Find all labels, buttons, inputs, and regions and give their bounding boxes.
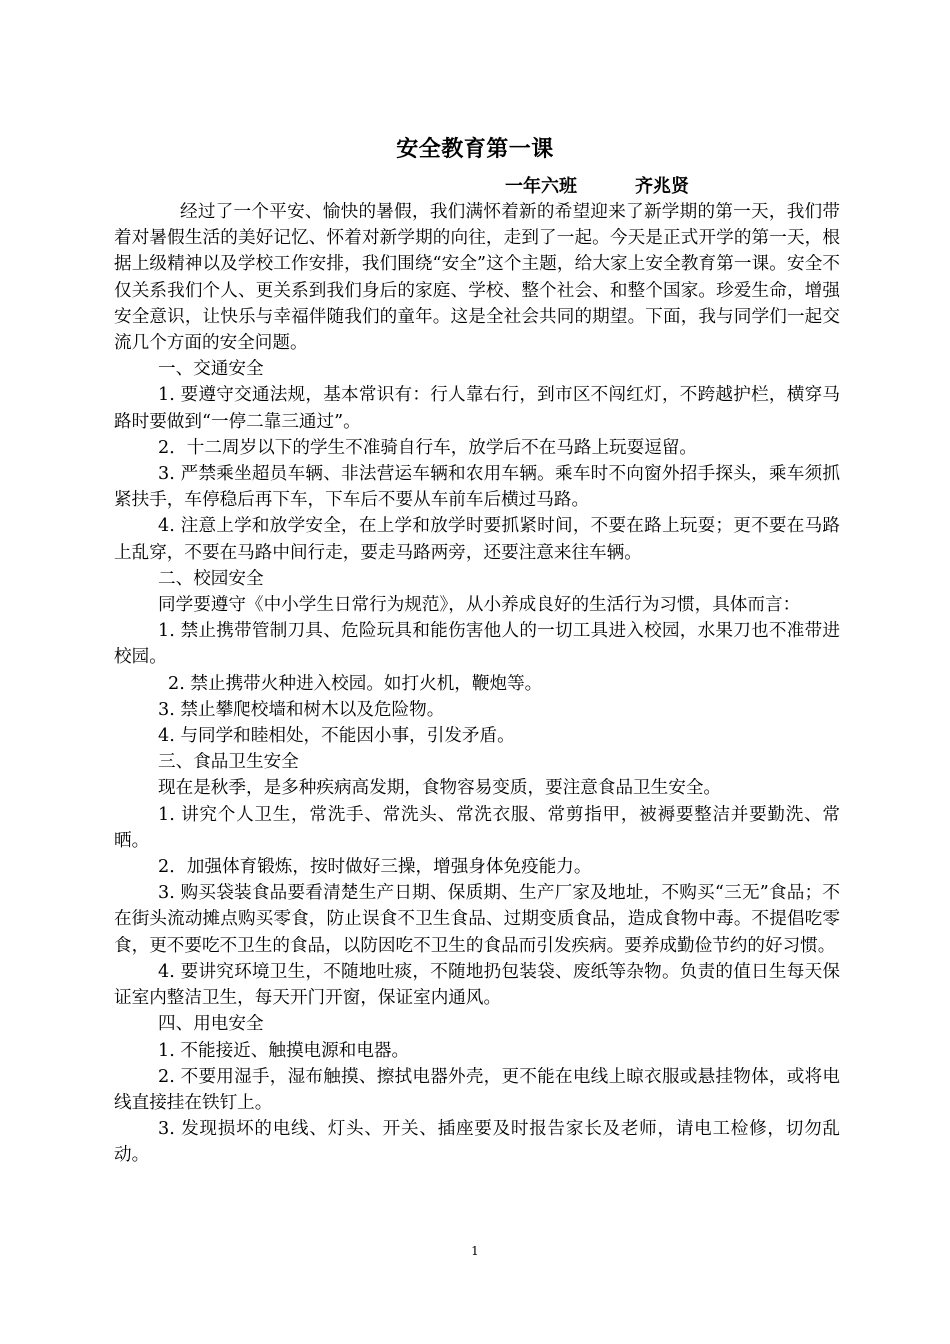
paragraph: 1. 要遵守交通法规，基本常识有：行人靠右行，到市区不闯红灯，不跨越护栏，横穿马路时要做到“一停二靠三通过”。 <box>114 385 840 432</box>
paragraph: 4. 与同学和睦相处，不能因小事，引发矛盾。 <box>158 726 515 747</box>
paragraph: 4. 要讲究环境卫生，不随地吐痰，不随地扔包装袋、废纸等杂物。负责的值日生每天保证室内整洁卫生，每天开门开窗，保证室内通风。 <box>114 961 840 1009</box>
paragraph: 2．加强体育锻炼，按时做好三操，增强身体免疫能力。 <box>158 857 592 878</box>
section-heading-electricity: 四、用电安全 <box>158 1014 264 1035</box>
paragraph: 3. 发现损坏的电线、灯头、开关、插座要及时报告家长及老师，请电工检修，切勿乱动。 <box>114 1119 840 1166</box>
document-body <box>114 199 840 1169</box>
section-heading-food: 三、食品卫生安全 <box>158 752 299 773</box>
document-title: 安全教育第一课 <box>396 136 554 162</box>
paragraph: 1. 不能接近、触摸电源和电器。 <box>158 1040 410 1061</box>
paragraph: 1. 禁止携带管制刀具、危险玩具和能伤害他人的一切工具进入校园，水果刀也不准带进校园。 <box>114 621 840 668</box>
paragraph: 4. 注意上学和放学安全，在上学和放学时要抓紧时间，不要在路上玩耍；更不要在马路上乱穿，不要在马路中间行走，要走马路两旁，还要注意来往车辆。 <box>114 516 840 563</box>
paragraph: 2. 不要用湿手，湿布触摸、擦拭电器外壳，更不能在电线上晾衣服或悬挂物体，或将电线直接挂在铁钉上。 <box>114 1066 840 1113</box>
class-name: 一年六班 <box>505 176 577 197</box>
paragraph: 2. 禁止携带火种进入校园。如打火机，鞭炮等。 <box>168 673 543 694</box>
byline <box>505 175 689 199</box>
section-heading-traffic: 一、交通安全 <box>158 359 264 380</box>
paragraph: 3. 严禁乘坐超员车辆、非法营运车辆和农用车辆。乘车时不向窗外招手探头，乘车须抓紧扶手，车停稳后再下车，下车后不要从车前车后横过马路。 <box>114 464 840 511</box>
paragraph: 3. 购买袋装食品要看清楚生产日期、保质期、生产厂家及地址，不购买“三无”食品；不在街头流动摊点购买零食，防止误食不卫生食品、过期变质食品，造成食物中毒。不提倡吃零食，更不要吃不卫生的食品，以防因吃不卫生的食品而引发疾病。要养成勤俭节约的好习惯。 <box>114 883 840 956</box>
page-number: 1 <box>471 1244 479 1258</box>
section-heading-campus: 二、校园安全 <box>158 568 264 589</box>
intro-paragraph: 经过了一个平安、愉快的暑假，我们满怀着新的希望迎来了新学期的第一天，我们带着对暑假生活的美好记忆、怀着对新学期的向往，走到了一起。今天是正式开学的第一天，根据上级精神以及学校工作安排，我们围绕“安全”这个主题，给大家上安全教育第一课。安全不仅关系我们个人、更关系到我们身后的家庭、学校、整个社会、和整个国家。珍爱生命，增强安全意识，让快乐与幸福伴随我们的童年。这是全社会共同的期望。下面，我与同学们一起交流几个方面的安全问题。 <box>114 202 840 354</box>
author-name: 齐兆贤 <box>635 176 689 197</box>
paragraph: 3. 禁止攀爬校墙和树木以及危险物。 <box>158 699 445 720</box>
paragraph: 现在是秋季，是多种疾病高发期，食物容易变质，要注意食品卫生安全。 <box>158 778 722 799</box>
paragraph: 2．十二周岁以下的学生不准骑自行车，放学后不在马路上玩耍逗留。 <box>158 437 698 458</box>
paragraph: 同学要遵守《中小学生日常行为规范》，从小养成良好的生活行为习惯，具体而言： <box>158 595 801 616</box>
paragraph: 1. 讲究个人卫生，常洗手、常洗头、常洗衣服、常剪指甲，被褥要整洁并要勤洗、常晒。 <box>114 804 840 851</box>
